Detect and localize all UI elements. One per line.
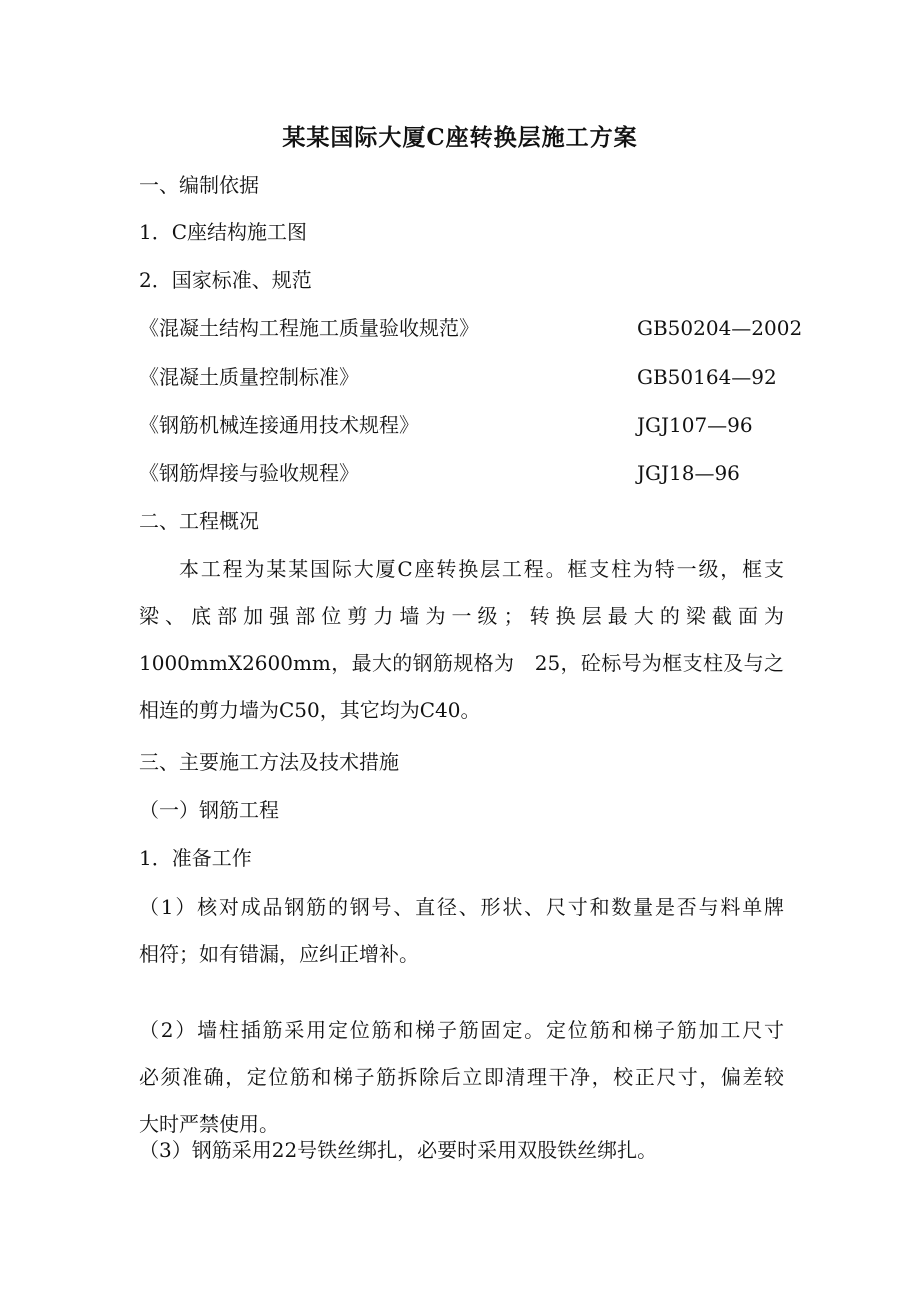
reference-code: GB50204—2002 (637, 316, 803, 340)
reference-name: 《混凝土质量控制标准》 (139, 365, 359, 389)
reference-row (139, 362, 789, 392)
paragraph-line: 相连的剪力墙为C50，其它均为C40。 (139, 698, 481, 722)
reference-row (139, 458, 789, 488)
paragraph-line: （2）墙柱插筋采用定位筋和梯子筋固定。定位筋和梯子筋加工尺寸 (139, 1018, 784, 1042)
section3-heading: 三、主要施工方法及技术措施 (139, 750, 399, 774)
section3-subheading: （一）钢筋工程 (139, 798, 279, 822)
section1-heading: 一、编制依据 (139, 173, 259, 197)
reference-name: 《混凝土结构工程施工质量验收规范》 (139, 316, 479, 340)
paragraph-line: 本工程为某某国际大厦C座转换层工程。框支柱为特一级，框支 (179, 557, 784, 581)
section3-item1: 1．准备工作 (139, 846, 252, 870)
reference-code: GB50164—92 (637, 365, 777, 389)
paragraph-line: 必须准确，定位筋和梯子筋拆除后立即清理干净，校正尺寸，偏差较 (139, 1065, 784, 1089)
paragraph-line: 1000mmX2600mm，最大的钢筋规格为 25，砼标号为框支柱及与之 (139, 651, 784, 675)
paragraph-line: 梁、底部加强部位剪力墙为一级；转换层最大的梁截面为 (139, 604, 784, 628)
section1-item2: 2．国家标准、规范 (139, 268, 312, 292)
section1-item1: 1．C座结构施工图 (139, 220, 308, 244)
paragraph-line: 大时严禁使用。 (139, 1112, 279, 1136)
reference-code: JGJ107—96 (637, 413, 753, 437)
point3-line: （3）钢筋采用22号铁丝绑扎，必要时采用双股铁丝绑扎。 (139, 1138, 658, 1162)
reference-row (139, 313, 803, 343)
point2-paragraph (139, 1007, 784, 1148)
reference-row (139, 410, 789, 440)
section2-paragraph (139, 546, 784, 734)
document-title: 某某国际大厦C座转换层施工方案 (282, 124, 638, 151)
paragraph-line: （1）核对成品钢筋的钢号、直径、形状、尺寸和数量是否与料单牌 (139, 895, 784, 919)
paragraph-line: 相符；如有错漏，应纠正增补。 (139, 942, 419, 966)
reference-name: 《钢筋焊接与验收规程》 (139, 461, 359, 485)
reference-name: 《钢筋机械连接通用技术规程》 (139, 413, 419, 437)
reference-code: JGJ18—96 (637, 461, 740, 485)
section2-heading: 二、工程概况 (139, 509, 259, 533)
point1-paragraph (139, 884, 784, 978)
